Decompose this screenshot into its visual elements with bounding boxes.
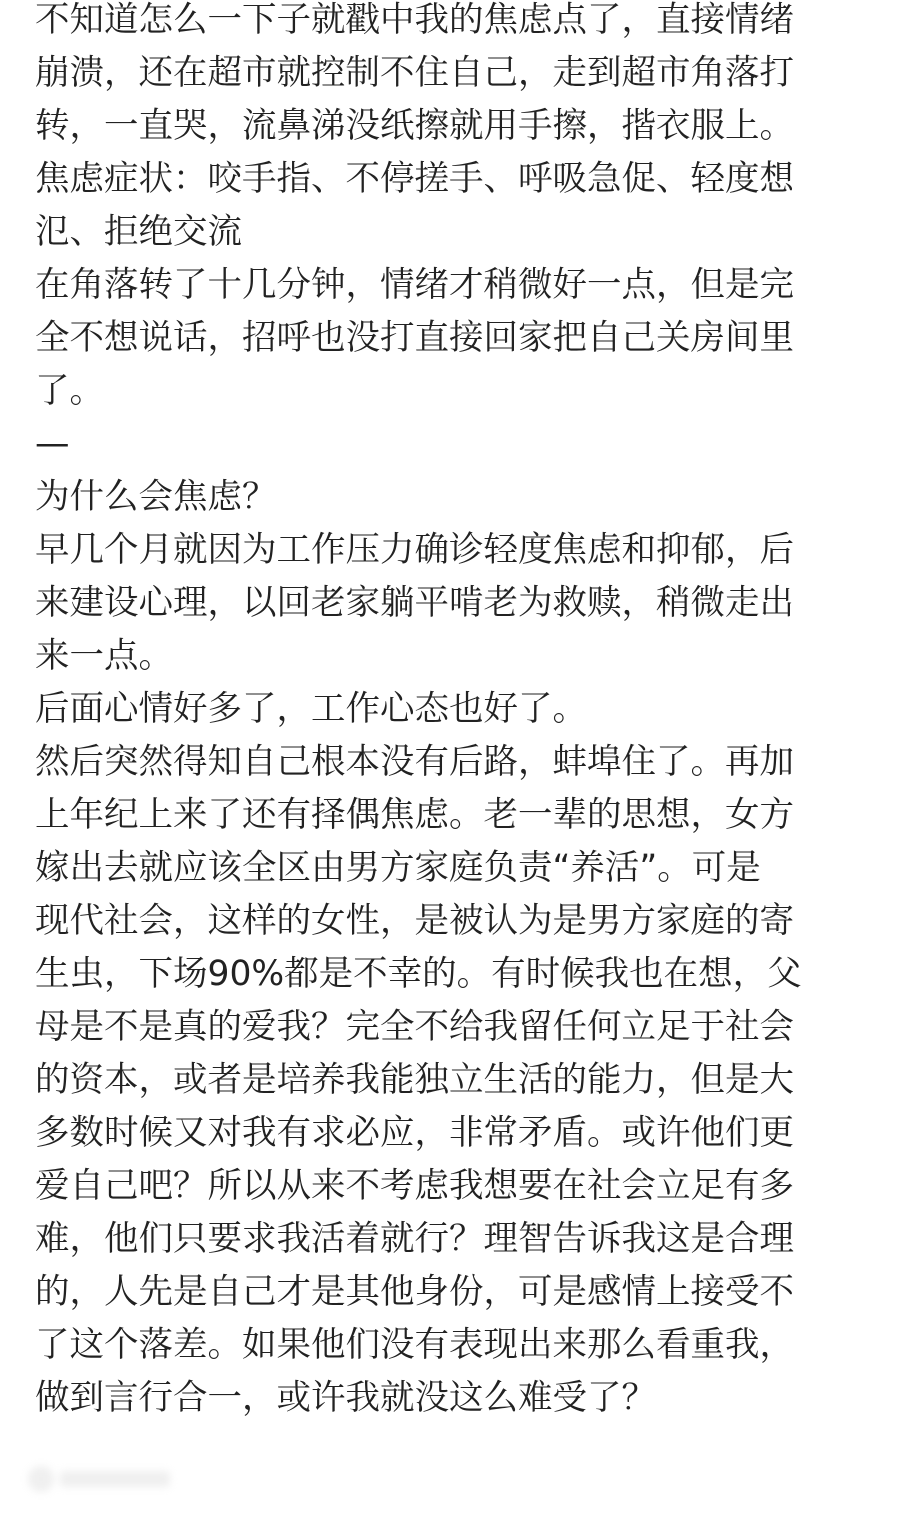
section-divider: — [35,424,70,464]
paragraph-line: 母是不是真的爱我？完全不给我留任何立足于社会 [35,1007,794,1047]
paragraph-line: 氾、拒绝交流 [35,212,242,252]
watermark-logo [28,1464,178,1494]
paragraph-line: 的，人先是自己才是其他身份，可是感情上接受不 [35,1272,794,1312]
paragraph-line: 做到言行合一，或许我就没这么难受了？ [35,1378,656,1418]
paragraph-line: 转，一直哭，流鼻涕没纸擦就用手擦，揩衣服上。 [35,106,794,146]
paragraph-line: 然后突然得知自己根本没有后路，蚌埠住了。再加 [35,742,794,782]
paragraph-line: 现代社会，这样的女性，是被认为是男方家庭的寄 [35,901,794,941]
paragraph-line: 不知道怎么一下子就戳中我的焦虑点了，直接情绪 [35,0,794,40]
paragraph-line: 全不想说话，招呼也没打直接回家把自己关房间里 [35,318,794,358]
paragraph-line: 早几个月就因为工作压力确诊轻度焦虑和抑郁，后 [35,530,794,570]
paragraph-line: 崩溃，还在超市就控制不住自己，走到超市角落打 [35,53,794,93]
paragraph-line: 在角落转了十几分钟，情绪才稍微好一点，但是完 [35,265,794,305]
paragraph-line: 难，他们只要求我活着就行？理智告诉我这是合理 [35,1219,794,1259]
paragraph-line: 来建设心理，以回老家躺平啃老为救赎，稍微走出 [35,583,794,623]
section-heading: 为什么会焦虑？ [35,477,277,517]
post-body [35,0,885,1425]
paragraph-line: 了这个落差。如果他们没有表现出来那么看重我， [35,1325,794,1365]
paragraph-line: 上年纪上来了还有择偶焦虑。老一辈的思想，女方 [35,795,794,835]
paragraph-line: 爱自己吧？所以从来不考虑我想要在社会立足有多 [35,1166,794,1206]
paragraph-line: 焦虑症状：咬手指、不停搓手、呼吸急促、轻度想 [35,159,794,199]
paragraph-line: 的资本，或者是培养我能独立生活的能力，但是大 [35,1060,794,1100]
paragraph-line: 多数时候又对我有求必应，非常矛盾。或许他们更 [35,1113,794,1153]
paragraph-line: 后面心情好多了，工作心态也好了。 [35,689,587,729]
watermark-text-blur [60,1471,170,1487]
paragraph-line: 来一点。 [35,636,173,676]
paragraph-line: 了。 [35,371,104,411]
watermark-icon [28,1466,54,1492]
paragraph-line: 生虫，下场90%都是不幸的。有时候我也在想，父 [35,954,802,994]
paragraph-line: 嫁出去就应该全区由男方家庭负责“养活”。可是 [35,848,761,888]
